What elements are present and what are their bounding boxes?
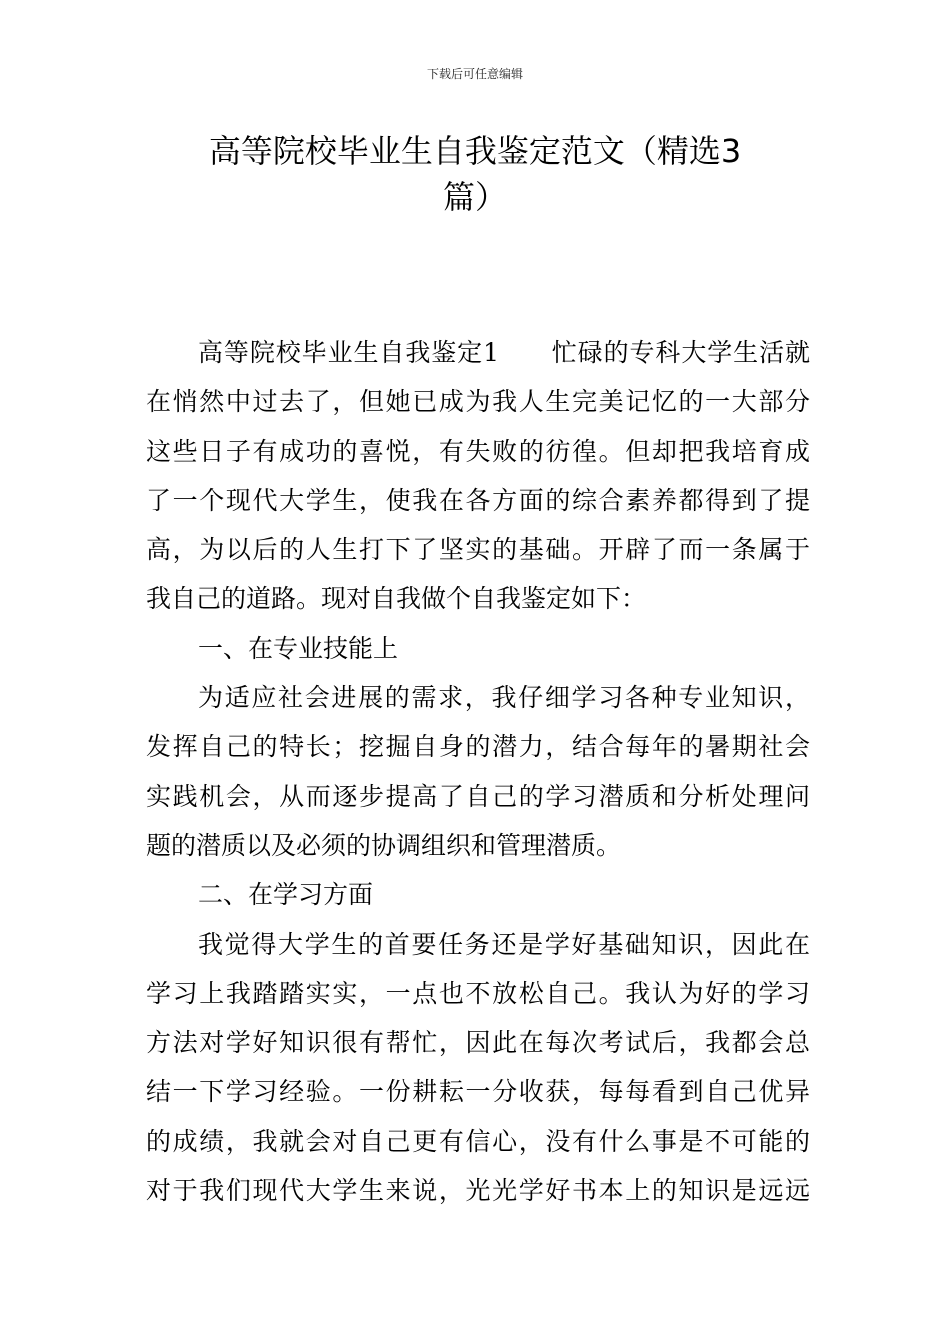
- document-body: [146, 328, 810, 1215]
- body-text-line: 学习上我踏踏实实，一点也不放松自己。我认为好的学习: [146, 978, 810, 1008]
- body-text-line: 二、在学习方面: [198, 880, 374, 910]
- body-text-line: 一、在专业技能上: [198, 633, 399, 663]
- body-text-line: 了一个现代大学生，使我在各方面的综合素养都得到了提: [146, 485, 810, 515]
- body-text-line: 方法对学好知识很有帮忙，因此在每次考试后，我都会总: [146, 1028, 810, 1058]
- body-text-line: 我自己的道路。现对自我做个自我鉴定如下：: [146, 584, 647, 614]
- body-text-line: 对于我们现代大学生来说，光光学好书本上的知识是远远: [146, 1176, 810, 1206]
- body-text-line: 高等院校毕业生自我鉴定1 忙碌的专科大学生活就: [198, 338, 810, 367]
- body-text-line: 发挥自己的特长；挖掘自身的潜力，结合每年的暑期社会: [146, 732, 810, 762]
- body-text-line: 结一下学习经验。一份耕耘一分收获，每每看到自己优异: [146, 1077, 810, 1107]
- header-note: 下载后可任意编辑: [426, 67, 523, 81]
- document-title: [150, 128, 800, 220]
- body-text-line: 高，为以后的人生打下了坚实的基础。开辟了而一条属于: [146, 535, 810, 565]
- body-text-line: 实践机会，从而逐步提高了自己的学习潜质和分析处理问: [146, 781, 810, 811]
- body-text-line: 为适应社会进展的需求，我仔细学习各种专业知识，: [198, 683, 810, 713]
- body-text-line: 在悄然中过去了，但她已成为我人生完美记忆的一大部分: [146, 387, 810, 417]
- body-text-line: 这些日子有成功的喜悦，有失败的彷徨。但却把我培育成: [146, 436, 810, 466]
- body-text-line: 题的潜质以及必须的协调组织和管理潜质。: [146, 830, 622, 860]
- body-text-line: 的成绩，我就会对自己更有信心，没有什么事是不可能的: [146, 1126, 810, 1156]
- title-line: 高等院校毕业生自我鉴定范文（精选3: [208, 132, 742, 170]
- body-text-line: 我觉得大学生的首要任务还是学好基础知识，因此在: [198, 929, 810, 959]
- title-line: 篇）: [442, 178, 507, 216]
